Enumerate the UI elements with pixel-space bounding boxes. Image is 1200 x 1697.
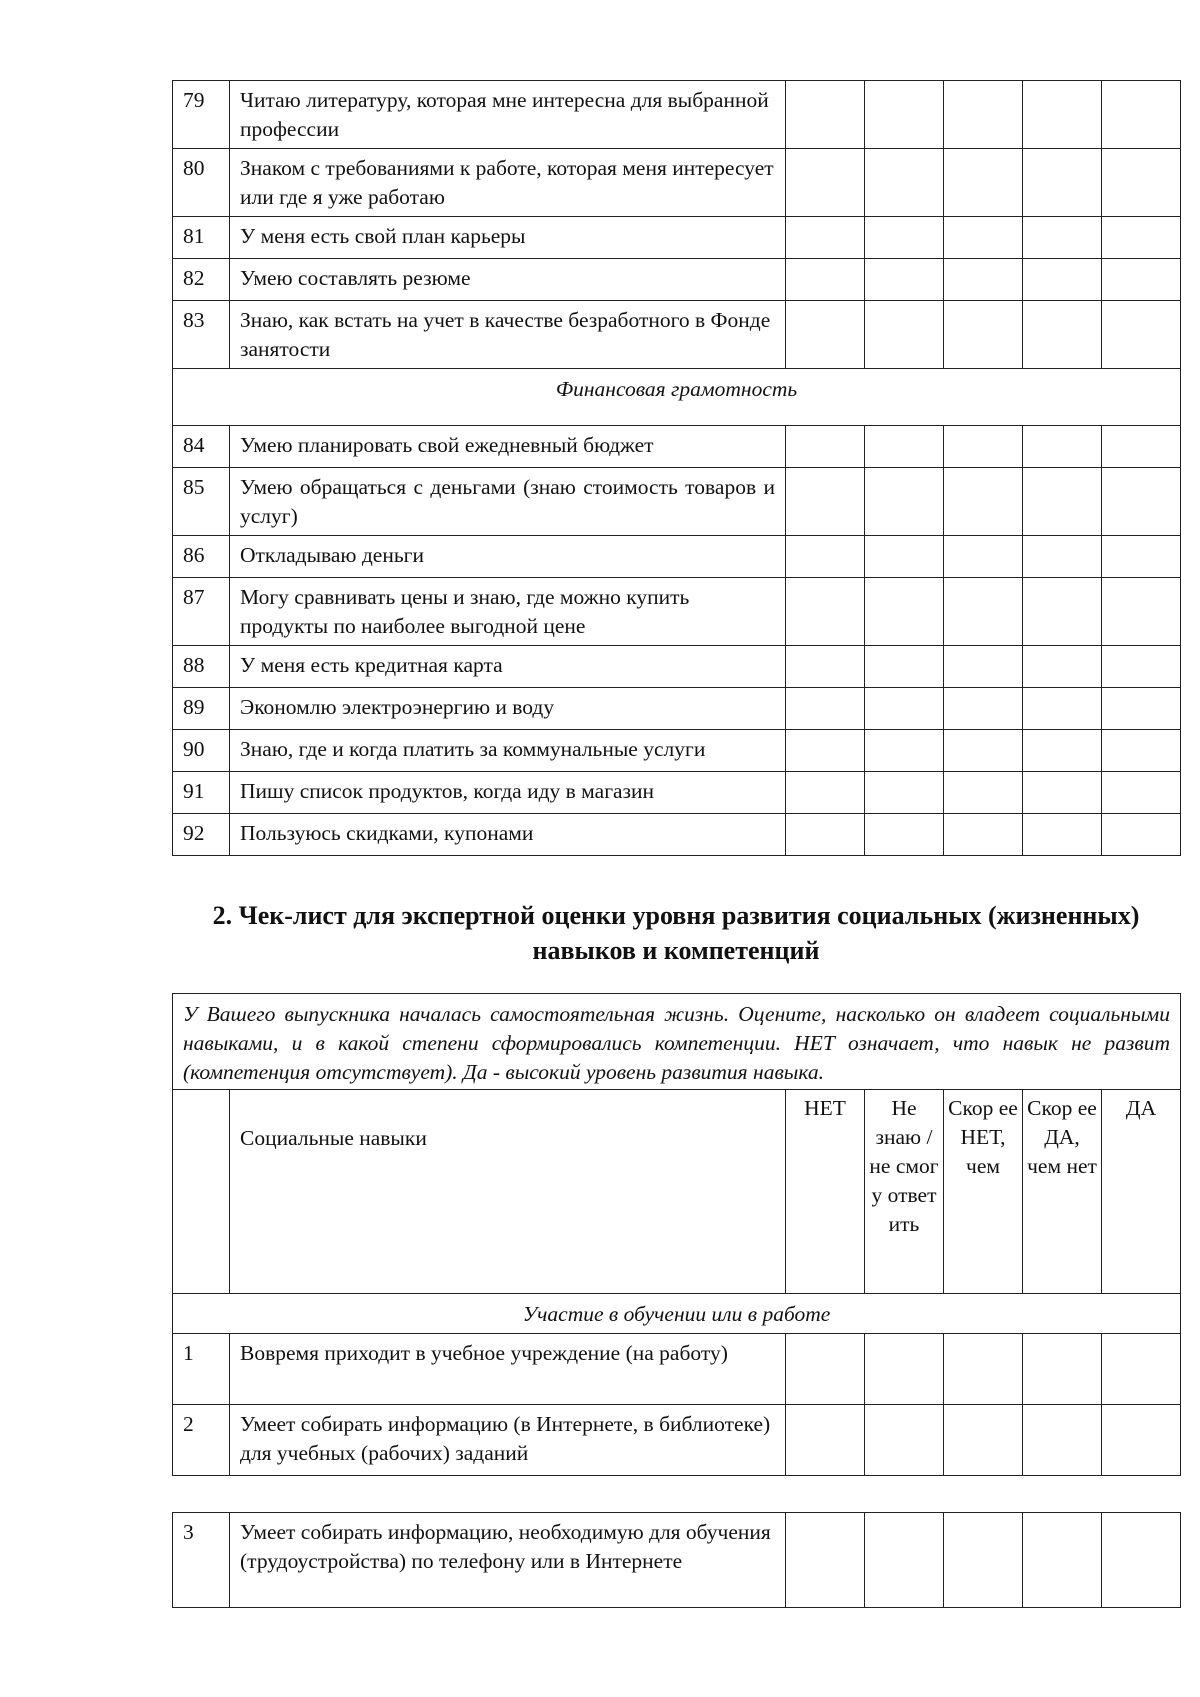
rating-cell-rather-yes[interactable] xyxy=(1023,1513,1102,1608)
row-number: 90 xyxy=(173,730,230,772)
rating-cell-rather-yes[interactable] xyxy=(1023,426,1102,468)
skills-table-top xyxy=(172,80,1181,856)
table-row xyxy=(173,814,1181,856)
rating-cell-rather-no[interactable] xyxy=(944,426,1023,468)
rating-cell-dont-know[interactable] xyxy=(865,646,944,688)
header-social-skills: Социальные навыки xyxy=(230,1090,786,1294)
rating-cell-net[interactable] xyxy=(786,578,865,646)
rating-cell-da[interactable] xyxy=(1102,536,1181,578)
rating-cell-dont-know[interactable] xyxy=(865,772,944,814)
rating-cell-da[interactable] xyxy=(1102,426,1181,468)
rating-cell-rather-yes[interactable] xyxy=(1023,772,1102,814)
row-number: 88 xyxy=(173,646,230,688)
rating-cell-rather-no[interactable] xyxy=(944,688,1023,730)
rating-cell-rather-yes[interactable] xyxy=(1023,149,1102,217)
rating-cell-da[interactable] xyxy=(1102,81,1181,149)
rating-cell-dont-know[interactable] xyxy=(865,1513,944,1608)
rating-cell-rather-no[interactable] xyxy=(944,536,1023,578)
rating-cell-net[interactable] xyxy=(786,81,865,149)
row-text: Вовремя приходит в учебное учреждение (на работу) xyxy=(230,1334,786,1405)
row-number: 89 xyxy=(173,688,230,730)
row-number: 87 xyxy=(173,578,230,646)
rating-cell-net[interactable] xyxy=(786,259,865,301)
rating-cell-da[interactable] xyxy=(1102,646,1181,688)
row-number: 85 xyxy=(173,468,230,536)
rating-cell-rather-no[interactable] xyxy=(944,217,1023,259)
rating-cell-net[interactable] xyxy=(786,468,865,536)
row-number: 79 xyxy=(173,81,230,149)
row-number: 92 xyxy=(173,814,230,856)
rating-cell-rather-no[interactable] xyxy=(944,646,1023,688)
rating-cell-rather-yes[interactable] xyxy=(1023,217,1102,259)
rating-cell-da[interactable] xyxy=(1102,730,1181,772)
row-number: 91 xyxy=(173,772,230,814)
rating-cell-dont-know[interactable] xyxy=(865,1405,944,1476)
table-row xyxy=(173,646,1181,688)
section-row xyxy=(173,369,1181,426)
table-row xyxy=(173,1513,1181,1608)
rating-cell-da[interactable] xyxy=(1102,578,1181,646)
rating-cell-rather-yes[interactable] xyxy=(1023,814,1102,856)
rating-cell-dont-know[interactable] xyxy=(865,426,944,468)
rating-cell-net[interactable] xyxy=(786,149,865,217)
rating-cell-rather-no[interactable] xyxy=(944,578,1023,646)
table-row xyxy=(173,688,1181,730)
rating-cell-rather-yes[interactable] xyxy=(1023,301,1102,369)
rating-cell-rather-yes[interactable] xyxy=(1023,646,1102,688)
rating-cell-rather-yes[interactable] xyxy=(1023,688,1102,730)
rating-cell-rather-yes[interactable] xyxy=(1023,468,1102,536)
row-text: Умеет собирать информацию, необходимую для обучения (трудоустройства) по телефону или в Интернете xyxy=(230,1513,786,1608)
table-row xyxy=(173,468,1181,536)
row-number: 3 xyxy=(173,1513,230,1608)
table-row xyxy=(173,578,1181,646)
rating-cell-dont-know[interactable] xyxy=(865,217,944,259)
section-title-study-work: Участие в обучении или в работе xyxy=(173,1294,1181,1334)
row-text: Умею планировать свой ежедневный бюджет xyxy=(230,426,786,468)
rating-cell-da[interactable] xyxy=(1102,1405,1181,1476)
table-row xyxy=(173,301,1181,369)
header-rather-yes: Скор ее ДА, чем нет xyxy=(1023,1090,1102,1294)
row-text: Знаю, где и когда платить за коммунальные услуги xyxy=(230,730,786,772)
rating-cell-net[interactable] xyxy=(786,730,865,772)
row-number: 2 xyxy=(173,1405,230,1476)
rating-cell-rather-no[interactable] xyxy=(944,1405,1023,1476)
rating-cell-net[interactable] xyxy=(786,1513,865,1608)
row-number: 82 xyxy=(173,259,230,301)
table-row xyxy=(173,149,1181,217)
row-text: Читаю литературу, которая мне интересна для выбранной профессии xyxy=(230,81,786,149)
header-number-cell xyxy=(173,1090,230,1294)
rating-cell-da[interactable] xyxy=(1102,688,1181,730)
section-title-finance: Финансовая грамотность xyxy=(173,369,1181,426)
row-text: Знаком с требованиями к работе, которая меня интересует или где я уже работаю xyxy=(230,149,786,217)
instructions-text: У Вашего выпускника началась самостоятельная жизнь. Оцените, насколько он владеет социальными навыками, и в какой степени сформировались компетенции. НЕТ означает, что навык не развит (компетенция отсутствует). Да - высокий уровень развития навыка. xyxy=(173,994,1181,1090)
header-net: НЕТ xyxy=(786,1090,865,1294)
rating-cell-dont-know[interactable] xyxy=(865,688,944,730)
checklist-table-continued xyxy=(172,1512,1181,1608)
rating-cell-dont-know[interactable] xyxy=(865,468,944,536)
header-da: ДА xyxy=(1102,1090,1181,1294)
rating-cell-net[interactable] xyxy=(786,536,865,578)
rating-cell-rather-yes[interactable] xyxy=(1023,1405,1102,1476)
rating-cell-net[interactable] xyxy=(786,814,865,856)
row-number: 86 xyxy=(173,536,230,578)
rating-cell-rather-no[interactable] xyxy=(944,468,1023,536)
header-dont-know: Не знаю /не смог у ответ ить xyxy=(865,1090,944,1294)
rating-cell-net[interactable] xyxy=(786,772,865,814)
table-row xyxy=(173,81,1181,149)
row-number: 84 xyxy=(173,426,230,468)
row-text: Умеет собирать информацию (в Интернете, в библиотеке) для учебных (рабочих) заданий xyxy=(230,1405,786,1476)
page-title: 2. Чек-лист для экспертной оценки уровня развития социальных (жизненных) навыков и компетенций xyxy=(212,901,1140,965)
row-text: Экономлю электроэнергию и воду xyxy=(230,688,786,730)
table-row xyxy=(173,730,1181,772)
rating-cell-da[interactable] xyxy=(1102,1334,1181,1405)
rating-cell-dont-know[interactable] xyxy=(865,149,944,217)
table-row xyxy=(173,1405,1181,1476)
row-text: Откладываю деньги xyxy=(230,536,786,578)
row-number: 81 xyxy=(173,217,230,259)
rating-cell-da[interactable] xyxy=(1102,1513,1181,1608)
rating-cell-rather-no[interactable] xyxy=(944,772,1023,814)
table-row xyxy=(173,1334,1181,1405)
rating-cell-rather-no[interactable] xyxy=(944,301,1023,369)
table-row xyxy=(173,217,1181,259)
rating-cell-rather-yes[interactable] xyxy=(1023,81,1102,149)
rating-cell-net[interactable] xyxy=(786,1334,865,1405)
rating-cell-rather-no[interactable] xyxy=(944,1334,1023,1405)
row-text: Умею составлять резюме xyxy=(230,259,786,301)
rating-cell-rather-no[interactable] xyxy=(944,814,1023,856)
row-number: 83 xyxy=(173,301,230,369)
row-text: Умею обращаться с деньгами (знаю стоимость товаров и услуг) xyxy=(230,468,786,536)
row-text: У меня есть кредитная карта xyxy=(230,646,786,688)
rating-cell-net[interactable] xyxy=(786,646,865,688)
table-row xyxy=(173,426,1181,468)
rating-cell-rather-no[interactable] xyxy=(944,730,1023,772)
table-row xyxy=(173,772,1181,814)
row-text: Могу сравнивать цены и знаю, где можно купить продукты по наиболее выгодной цене xyxy=(230,578,786,646)
rating-cell-da[interactable] xyxy=(1102,259,1181,301)
rating-cell-da[interactable] xyxy=(1102,301,1181,369)
rating-cell-rather-no[interactable] xyxy=(944,259,1023,301)
rating-cell-dont-know[interactable] xyxy=(865,1334,944,1405)
row-number: 1 xyxy=(173,1334,230,1405)
intro-row xyxy=(173,994,1181,1090)
rating-cell-dont-know[interactable] xyxy=(865,536,944,578)
rating-cell-dont-know[interactable] xyxy=(865,259,944,301)
row-text: У меня есть свой план карьеры xyxy=(230,217,786,259)
rating-cell-rather-no[interactable] xyxy=(944,149,1023,217)
checklist-table xyxy=(172,993,1181,1476)
header-rather-no: Скор ее НЕТ, чем xyxy=(944,1090,1023,1294)
rating-cell-dont-know[interactable] xyxy=(865,814,944,856)
section-row xyxy=(173,1294,1181,1334)
row-text: Пишу список продуктов, когда иду в магазин xyxy=(230,772,786,814)
rating-cell-rather-yes[interactable] xyxy=(1023,259,1102,301)
rating-cell-net[interactable] xyxy=(786,217,865,259)
rating-cell-dont-know[interactable] xyxy=(865,301,944,369)
table-row xyxy=(173,259,1181,301)
row-number: 80 xyxy=(173,149,230,217)
header-row xyxy=(173,1090,1181,1294)
rating-cell-rather-no[interactable] xyxy=(944,81,1023,149)
rating-cell-net[interactable] xyxy=(786,301,865,369)
rating-cell-rather-yes[interactable] xyxy=(1023,578,1102,646)
rating-cell-dont-know[interactable] xyxy=(865,730,944,772)
rating-cell-da[interactable] xyxy=(1102,217,1181,259)
rating-cell-rather-yes[interactable] xyxy=(1023,536,1102,578)
rating-cell-dont-know[interactable] xyxy=(865,81,944,149)
rating-cell-net[interactable] xyxy=(786,426,865,468)
rating-cell-da[interactable] xyxy=(1102,772,1181,814)
rating-cell-rather-yes[interactable] xyxy=(1023,1334,1102,1405)
row-text: Пользуюсь скидками, купонами xyxy=(230,814,786,856)
table-row xyxy=(173,536,1181,578)
rating-cell-da[interactable] xyxy=(1102,149,1181,217)
rating-cell-net[interactable] xyxy=(786,1405,865,1476)
rating-cell-rather-yes[interactable] xyxy=(1023,730,1102,772)
rating-cell-da[interactable] xyxy=(1102,468,1181,536)
rating-cell-da[interactable] xyxy=(1102,814,1181,856)
rating-cell-dont-know[interactable] xyxy=(865,578,944,646)
rating-cell-net[interactable] xyxy=(786,688,865,730)
rating-cell-rather-no[interactable] xyxy=(944,1513,1023,1608)
row-text: Знаю, как встать на учет в качестве безработного в Фонде занятости xyxy=(230,301,786,369)
